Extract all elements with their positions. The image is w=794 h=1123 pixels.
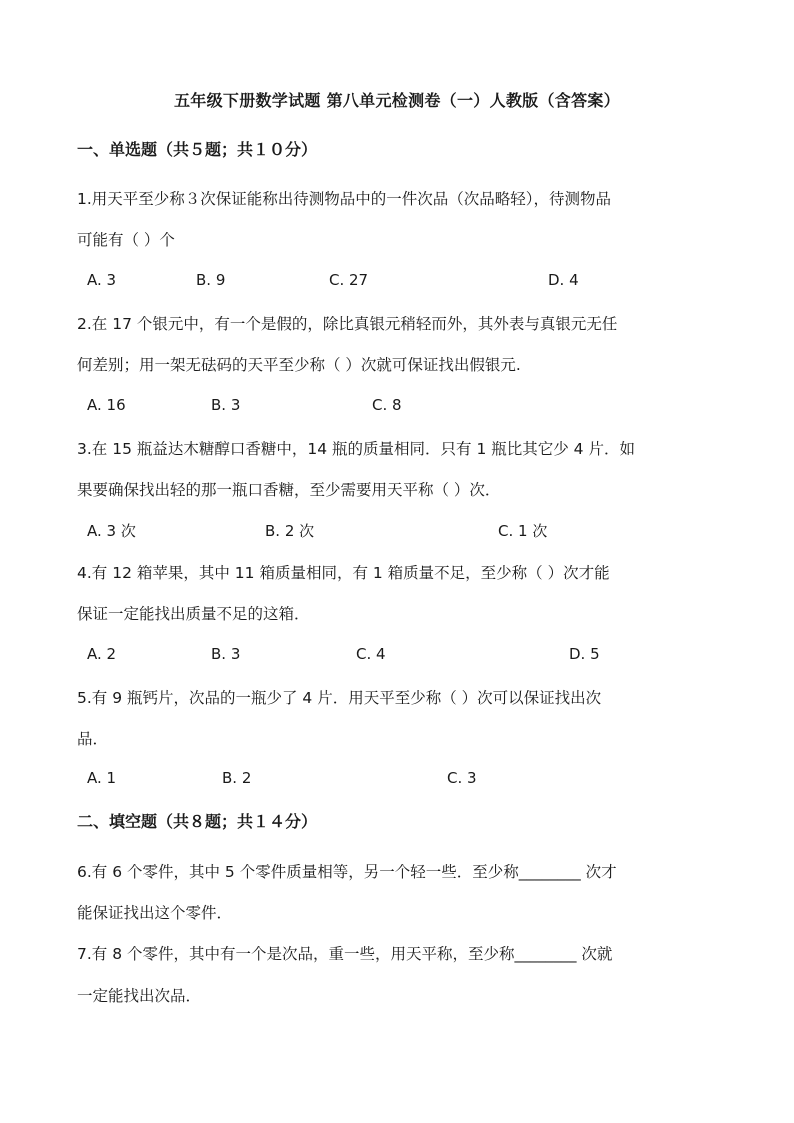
question-6-line-1: 6.有 6 个零件，其中 5 个零件质量相等，另一个轻一些．至少称________ 次才 [77,863,617,881]
section-heading-fill-in: 二、填空题（共８题；共１４分） [77,812,318,831]
question-4-line-1: 4.有 12 箱苹果，其中 11 箱质量相同，有 1 箱质量不足，至少称（ ）次才能 [77,564,610,582]
question-5-option-b: B. 2 [222,769,252,787]
question-7-line-2: 一定能找出次品． [77,987,202,1005]
question-1-option-a: A. 3 [87,271,117,289]
question-5-option-a: A. 1 [87,769,117,787]
question-3-line-2: 果要确保找出轻的那一瓶口香糖，至少需要用天平称（ ）次． [77,481,501,499]
question-3-option-a: A. 3 次 [87,522,136,540]
question-6-line-2: 能保证找出这个零件． [77,904,233,922]
question-1-option-c: C. 27 [329,271,369,289]
question-4-option-d: D. 5 [569,645,600,663]
question-2-option-b: B. 3 [211,396,241,414]
question-5-option-c: C. 3 [447,769,477,787]
question-7-line-1: 7.有 8 个零件，其中有一个是次品，重一些，用天平称，至少称________ 次就 [77,945,613,963]
question-3-option-b: B. 2 次 [265,522,315,540]
question-2-line-2: 何差别；用一架无砝码的天平至少称（ ）次就可保证找出假银元. [77,356,521,374]
question-5-line-2: 品． [77,730,109,748]
question-1-option-b: B. 9 [196,271,226,289]
question-4-line-2: 保证一定能找出质量不足的这箱． [77,605,310,623]
question-2-option-a: A. 16 [87,396,126,414]
question-1-line-1: 1.用天平至少称３次保证能称出待测物品中的一件次品（次品略轻），待测物品 [77,190,612,208]
question-4-option-a: A. 2 [87,645,117,663]
question-2-line-1: 2.在 17 个银元中，有一个是假的，除比真银元稍轻而外，其外表与真银元无任 [77,315,618,333]
question-4-option-b: B. 3 [211,645,241,663]
question-1-option-d: D. 4 [548,271,579,289]
question-5-line-1: 5.有 9 瓶钙片，次品的一瓶少了 4 片．用天平至少称（ ）次可以保证找出次 [77,689,602,707]
question-3-line-1: 3.在 15 瓶益达木糖醇口香糖中，14 瓶的质量相同．只有 1 瓶比其它少 4 片．如 [77,440,635,458]
question-2-option-c: C. 8 [372,396,402,414]
question-3-option-c: C. 1 次 [498,522,548,540]
question-1-line-2: 可能有（ ）个 [77,231,175,249]
question-4-option-c: C. 4 [356,645,386,663]
page-title: 五年级下册数学试题 第八单元检测卷（一）人教版（含答案） [174,91,620,110]
section-heading-single-choice: 一、单选题（共５题；共１０分） [77,140,318,159]
